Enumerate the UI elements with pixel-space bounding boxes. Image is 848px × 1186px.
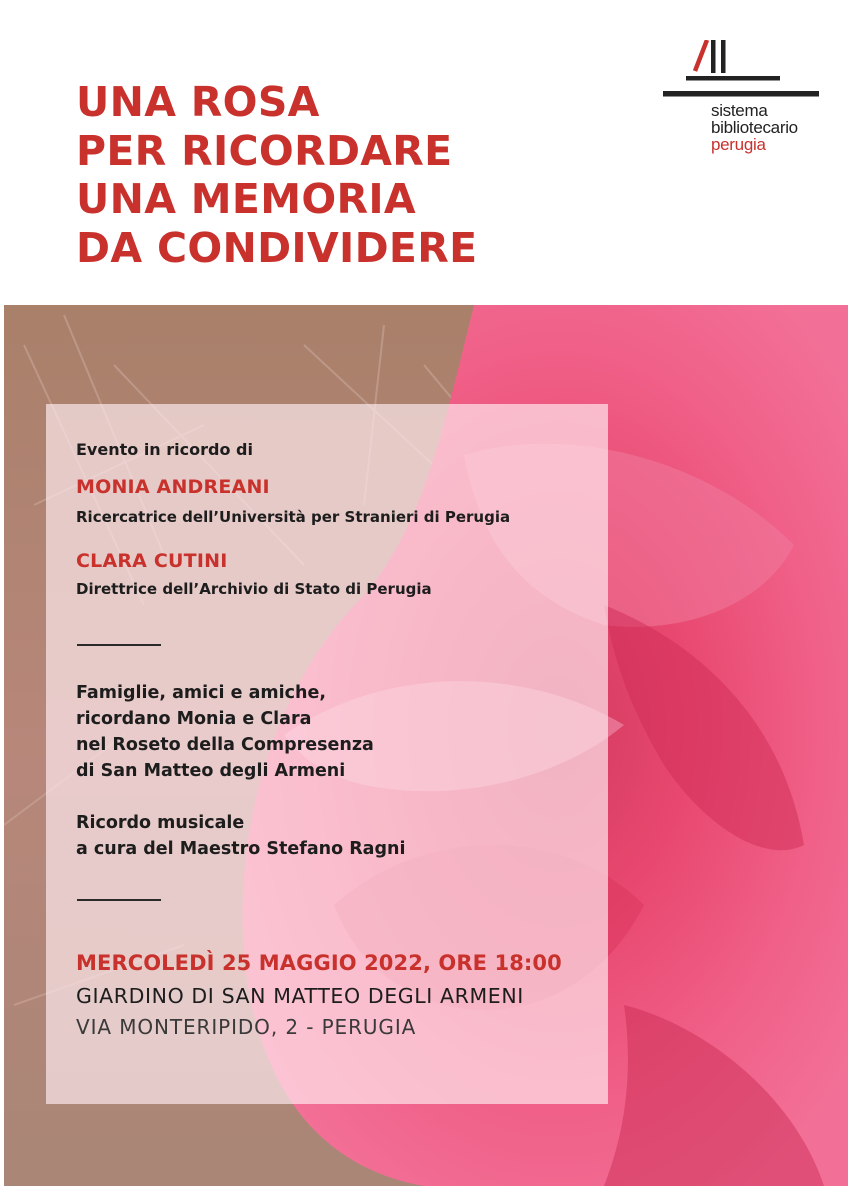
title-line-2: PER RICORDARE — [76, 126, 453, 175]
poster-title — [76, 78, 616, 272]
description-block — [76, 680, 374, 784]
logo-line-sistema: sistema — [711, 101, 768, 120]
description-line-4: di San Matteo degli Armeni — [76, 761, 346, 781]
music-line-2: a cura del Maestro Stefano Ragni — [76, 839, 406, 859]
person2-role: Direttrice dell’Archivio di Stato di Perugia — [76, 580, 432, 598]
logo-wordmark — [711, 102, 798, 153]
logo-line-perugia: perugia — [711, 135, 766, 154]
person2-name: CLARA CUTINI — [76, 550, 228, 572]
event-venue: GIARDINO DI SAN MATTEO DEGLI ARMENI — [76, 984, 524, 1008]
event-date: MERCOLEDÌ 25 MAGGIO 2022, ORE 18:00 — [76, 951, 562, 975]
description-line-3: nel Roseto della Compresenza — [76, 735, 374, 755]
divider-1 — [77, 644, 161, 646]
music-block — [76, 810, 405, 862]
person1-role: Ricercatrice dell’Università per Stranieri di Perugia — [76, 508, 511, 526]
event-address: VIA MONTERIPIDO, 2 - PERUGIA — [76, 1015, 417, 1039]
description-line-2: ricordano Monia e Clara — [76, 709, 312, 729]
title-line-4: DA CONDIVIDERE — [76, 223, 478, 272]
event-intro: Evento in ricordo di — [76, 440, 253, 459]
title-line-1: UNA ROSA — [76, 78, 320, 126]
description-line-1: Famiglie, amici e amiche, — [76, 683, 326, 703]
music-line-1: Ricordo musicale — [76, 813, 245, 833]
divider-2 — [77, 899, 161, 901]
title-line-3: UNA MEMORIA — [76, 175, 416, 223]
person1-name: MONIA ANDREANI — [76, 476, 270, 498]
logo-line-bibliotecario: bibliotecario — [711, 118, 798, 137]
